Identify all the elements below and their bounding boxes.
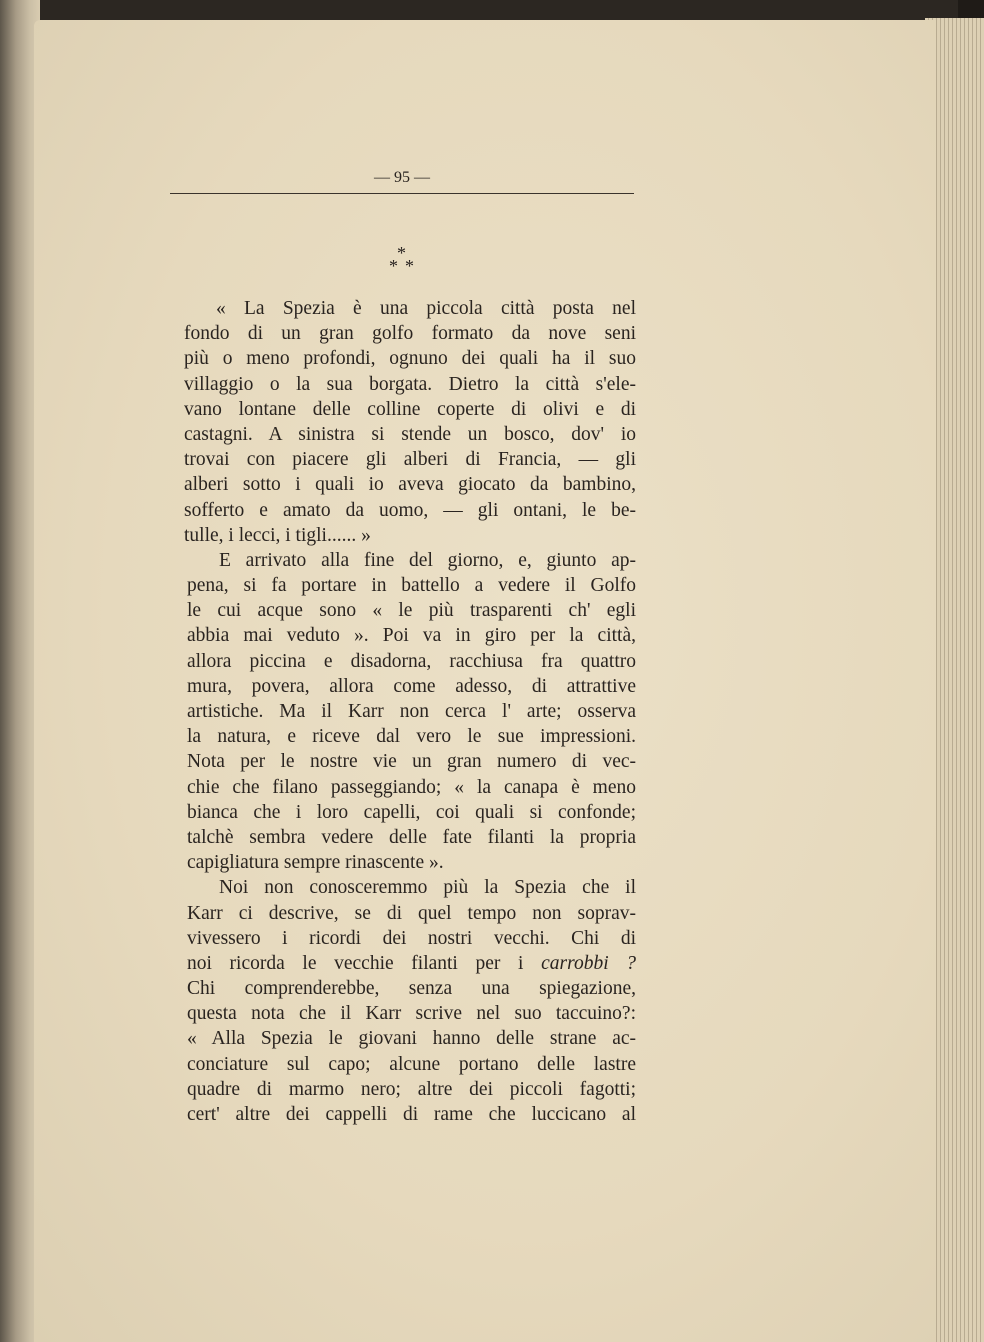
svg-text:*: * xyxy=(397,244,406,263)
text-line: pena, si fa portare in battello a vedere il Golfo xyxy=(187,575,636,597)
text-line: più o meno profondi, ognuno dei quali ha il suo xyxy=(184,348,636,370)
text-line: alberi sotto i quali io aveva giocato da bambino, xyxy=(184,474,636,496)
header-rule xyxy=(170,193,634,194)
text-line: questa nota che il Karr scrive nel suo taccuino?: xyxy=(187,1003,636,1025)
italic-word: carrobbi ? xyxy=(541,952,637,974)
text-line: Chi comprenderebbe, senza una spiegazione, xyxy=(187,978,636,1000)
text-line: Karr ci descrive, se di quel tempo non soprav- xyxy=(187,902,636,924)
text-line: sofferto e amato da uomo, — gli ontani, le be- xyxy=(184,499,636,521)
body-text xyxy=(184,296,636,1127)
text-line: Noi non conosceremmo più la Spezia che il xyxy=(219,877,636,899)
text-line-with-italic xyxy=(184,951,636,976)
svg-text:*: * xyxy=(405,256,414,276)
text-line: bianca che i loro capelli, coi quali si confonde; xyxy=(187,801,636,823)
text-line: talchè sembra vedere delle fate filanti la propria xyxy=(187,826,636,848)
asterism-icon xyxy=(380,244,430,276)
text-line: « Alla Spezia le giovani hanno delle strane ac- xyxy=(187,1028,636,1050)
text-line: abbia mai veduto ». Poi va in giro per la città, xyxy=(187,625,636,647)
text-line: artistiche. Ma il Karr non cerca l' arte; osserva xyxy=(187,701,636,722)
text-line: E arrivato alla fine del giorno, e, giunto ap- xyxy=(219,549,636,571)
text-line: vivessero i ricordi dei nostri vecchi. Chi di xyxy=(187,927,636,949)
text-line: capigliatura sempre rinascente ». xyxy=(187,852,444,874)
text-line: villaggio o la sua borgata. Dietro la città s'ele- xyxy=(184,373,636,395)
text-line: quadre di marmo nero; altre dei piccoli fagotti; xyxy=(187,1078,636,1100)
text-line: fondo di un gran golfo formato da nove seni xyxy=(184,323,636,345)
asterism-divider xyxy=(380,244,430,276)
text-line: tulle, i lecci, i tigli...... » xyxy=(184,524,371,546)
text-segment: noi ricorda le vecchie filanti per i xyxy=(187,952,524,974)
text-line: cert' altre dei cappelli di rame che luccicano al xyxy=(187,1104,636,1125)
text-line: chie che filano passeggiando; « la canapa è meno xyxy=(187,776,636,798)
text-line: « La Spezia è una piccola città posta nel xyxy=(216,298,636,319)
page-number: — 95 — xyxy=(374,169,430,186)
text-line: le cui acque sono « le più trasparenti ch' egli xyxy=(187,600,636,622)
text-line: allora piccina e disadorna, racchiusa fra quattro xyxy=(187,650,636,672)
svg-text:*: * xyxy=(389,256,398,276)
text-line: Nota per le nostre vie un gran numero di vec- xyxy=(187,751,636,773)
text-line: vano lontane delle colline coperte di olivi e di xyxy=(184,398,636,420)
text-line: trovai con piacere gli alberi di Francia, — gli xyxy=(184,449,636,471)
text-line: mura, povera, allora come adesso, di attrattive xyxy=(187,675,636,697)
text-line: castagni. A sinistra si stende un bosco, dov' io xyxy=(184,423,636,445)
text-line: conciature sul capo; alcune portano delle lastre xyxy=(187,1053,636,1075)
page-header xyxy=(170,165,634,197)
text-line: la natura, e riceve dal vero le sue impressioni. xyxy=(187,726,636,748)
